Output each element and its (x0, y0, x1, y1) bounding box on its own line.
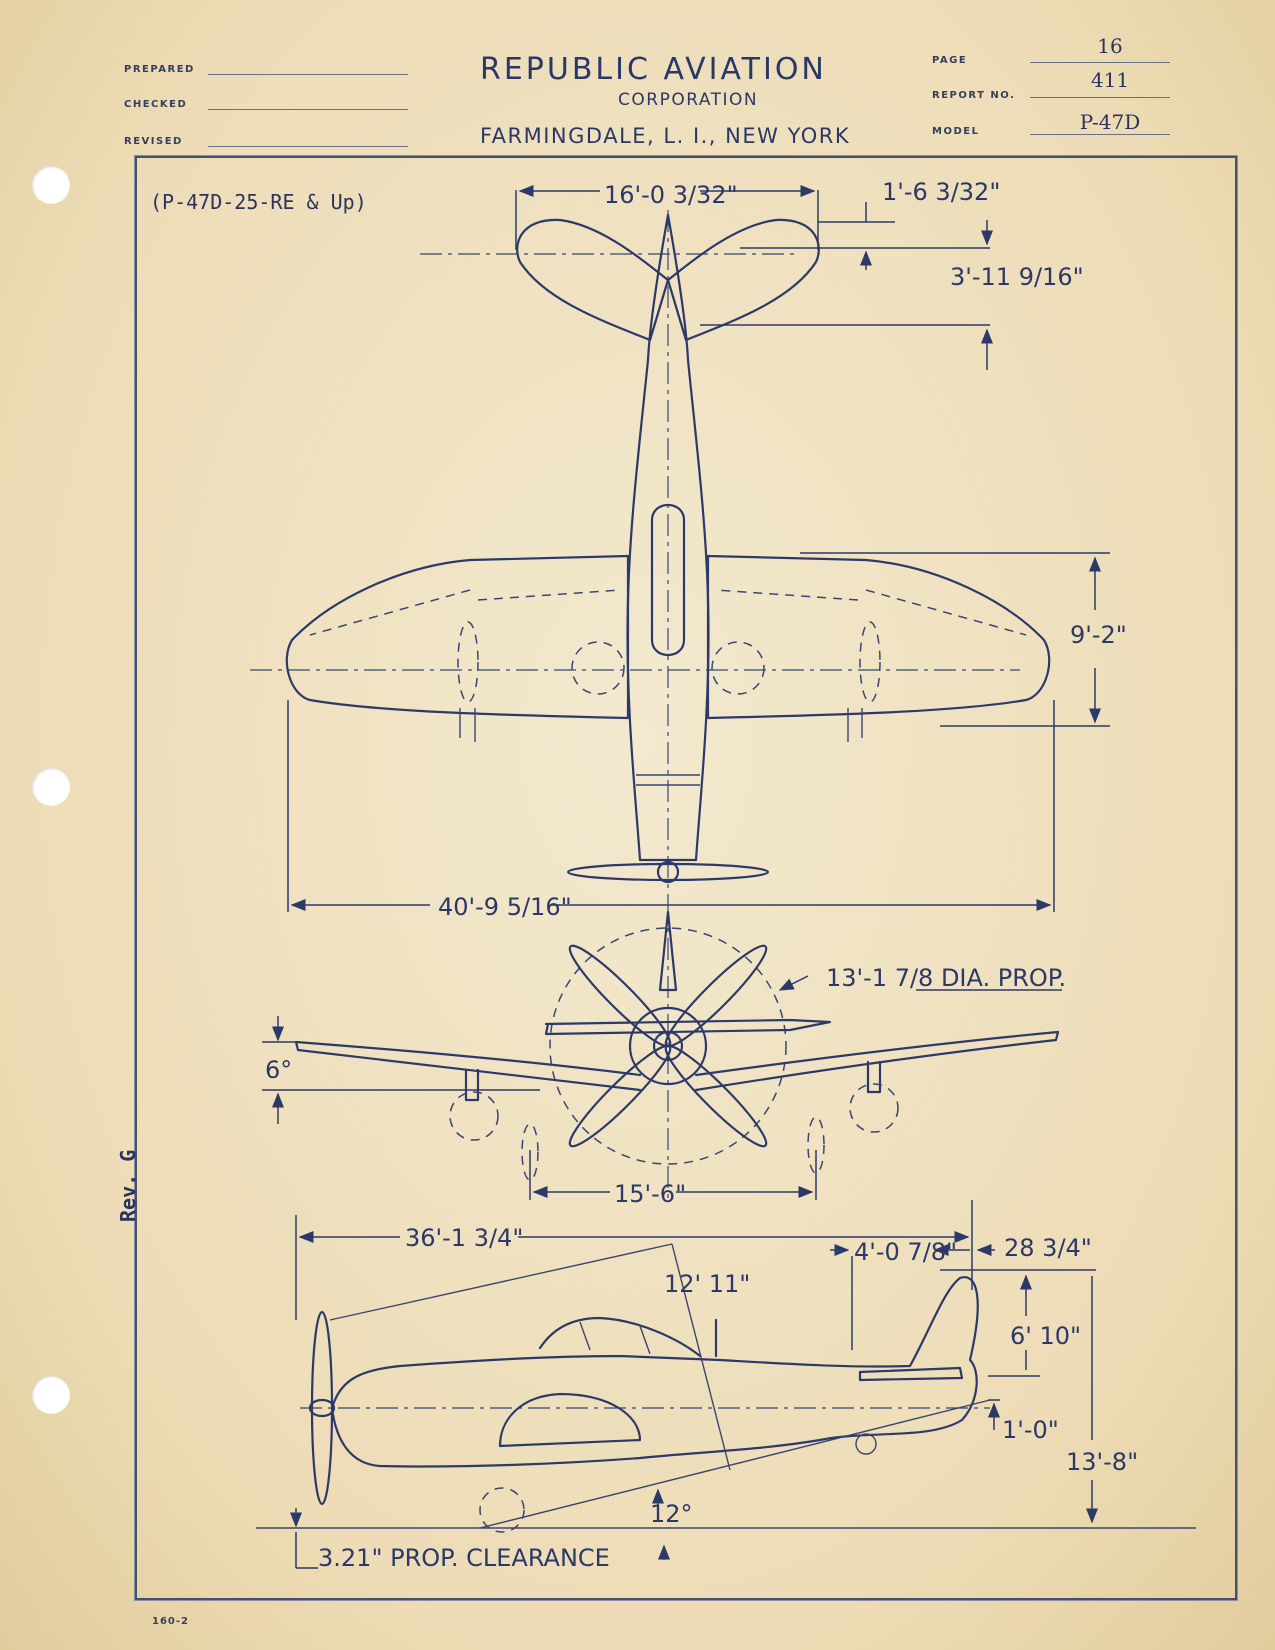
revised-label: REVISED (124, 136, 183, 147)
dim-tail-offset: 1'-6 3/32" (882, 178, 1001, 206)
dim-tread: 15'-6" (614, 1180, 687, 1208)
company-name: REPUBLIC AVIATION (480, 52, 827, 87)
dim-rudder-chord: 28 3/4" (1004, 1234, 1092, 1262)
page-value: 16 (1097, 34, 1123, 58)
checked-label: CHECKED (124, 99, 188, 110)
dim-fin-height: 6' 10" (1010, 1322, 1082, 1350)
dim-wing-chord: 9'-2" (1070, 621, 1127, 649)
dim-length: 36'-1 3/4" (405, 1224, 524, 1252)
page-label: PAGE (932, 55, 968, 66)
main-wheel-side (480, 1488, 524, 1532)
company-corporation: CORPORATION (618, 90, 759, 110)
dim-ground-angle: 12° (650, 1500, 693, 1528)
dim-fin-offset: 4'-0 7/8" (854, 1238, 958, 1266)
tail-wheel-side (856, 1434, 876, 1454)
dim-stab-height: 1'-0" (1002, 1416, 1059, 1444)
canopy-frames (580, 1322, 650, 1354)
prop-arc-line (330, 1244, 672, 1320)
left-wheel-outline (572, 642, 624, 694)
dim-overall-height: 13'-8" (1066, 1448, 1139, 1476)
dim-prop-diameter: 13'-1 7/8 DIA. PROP. (826, 964, 1067, 992)
gun-barrels (460, 708, 862, 742)
dim-prop-arc: 12' 11" (664, 1270, 751, 1298)
front-view (296, 900, 1058, 1200)
form-code: 160-2 (152, 1616, 189, 1627)
right-wing-front (696, 1032, 1058, 1090)
right-wheel-outline (712, 642, 764, 694)
drawing-subtitle: (P-47D-25-RE & Up) (150, 190, 367, 214)
left-strut-front (466, 1070, 478, 1100)
right-strut-front (868, 1062, 880, 1092)
prepared-label: PREPARED (124, 64, 195, 75)
right-gear-well (860, 622, 880, 702)
top-view (250, 210, 1049, 900)
model-label: MODEL (932, 126, 980, 137)
right-wing (708, 556, 1049, 718)
left-stabilizer (517, 220, 668, 340)
dim-tail-span: 16'-0 3/32" (604, 181, 738, 209)
left-gear-well (458, 622, 478, 702)
front-dimensions (262, 964, 1066, 1208)
dim-wing-span: 40'-9 5/16" (438, 893, 572, 921)
dim-dihedral: 6° (265, 1056, 293, 1084)
left-wing-front (296, 1042, 640, 1090)
model-value: P-47D (1079, 110, 1141, 134)
stabilizer-front (546, 1020, 830, 1034)
company-address: FARMINGDALE, L. I., NEW YORK (480, 124, 851, 148)
side-dimensions (296, 1200, 1138, 1572)
canopy-side (540, 1318, 700, 1356)
top-dimensions (288, 178, 1127, 921)
wing-root-side (500, 1394, 640, 1446)
dim-prop-clearance: 3.21" PROP. CLEARANCE (318, 1544, 610, 1572)
left-wing (287, 556, 628, 718)
report-value: 411 (1090, 68, 1130, 92)
dim-tail-chord: 3'-11 9/16" (950, 263, 1084, 291)
revision-label: Rev. G (116, 1149, 140, 1222)
stabilizer-side (860, 1368, 962, 1380)
report-label: REPORT NO. (932, 90, 1016, 101)
right-stabilizer (668, 220, 819, 340)
